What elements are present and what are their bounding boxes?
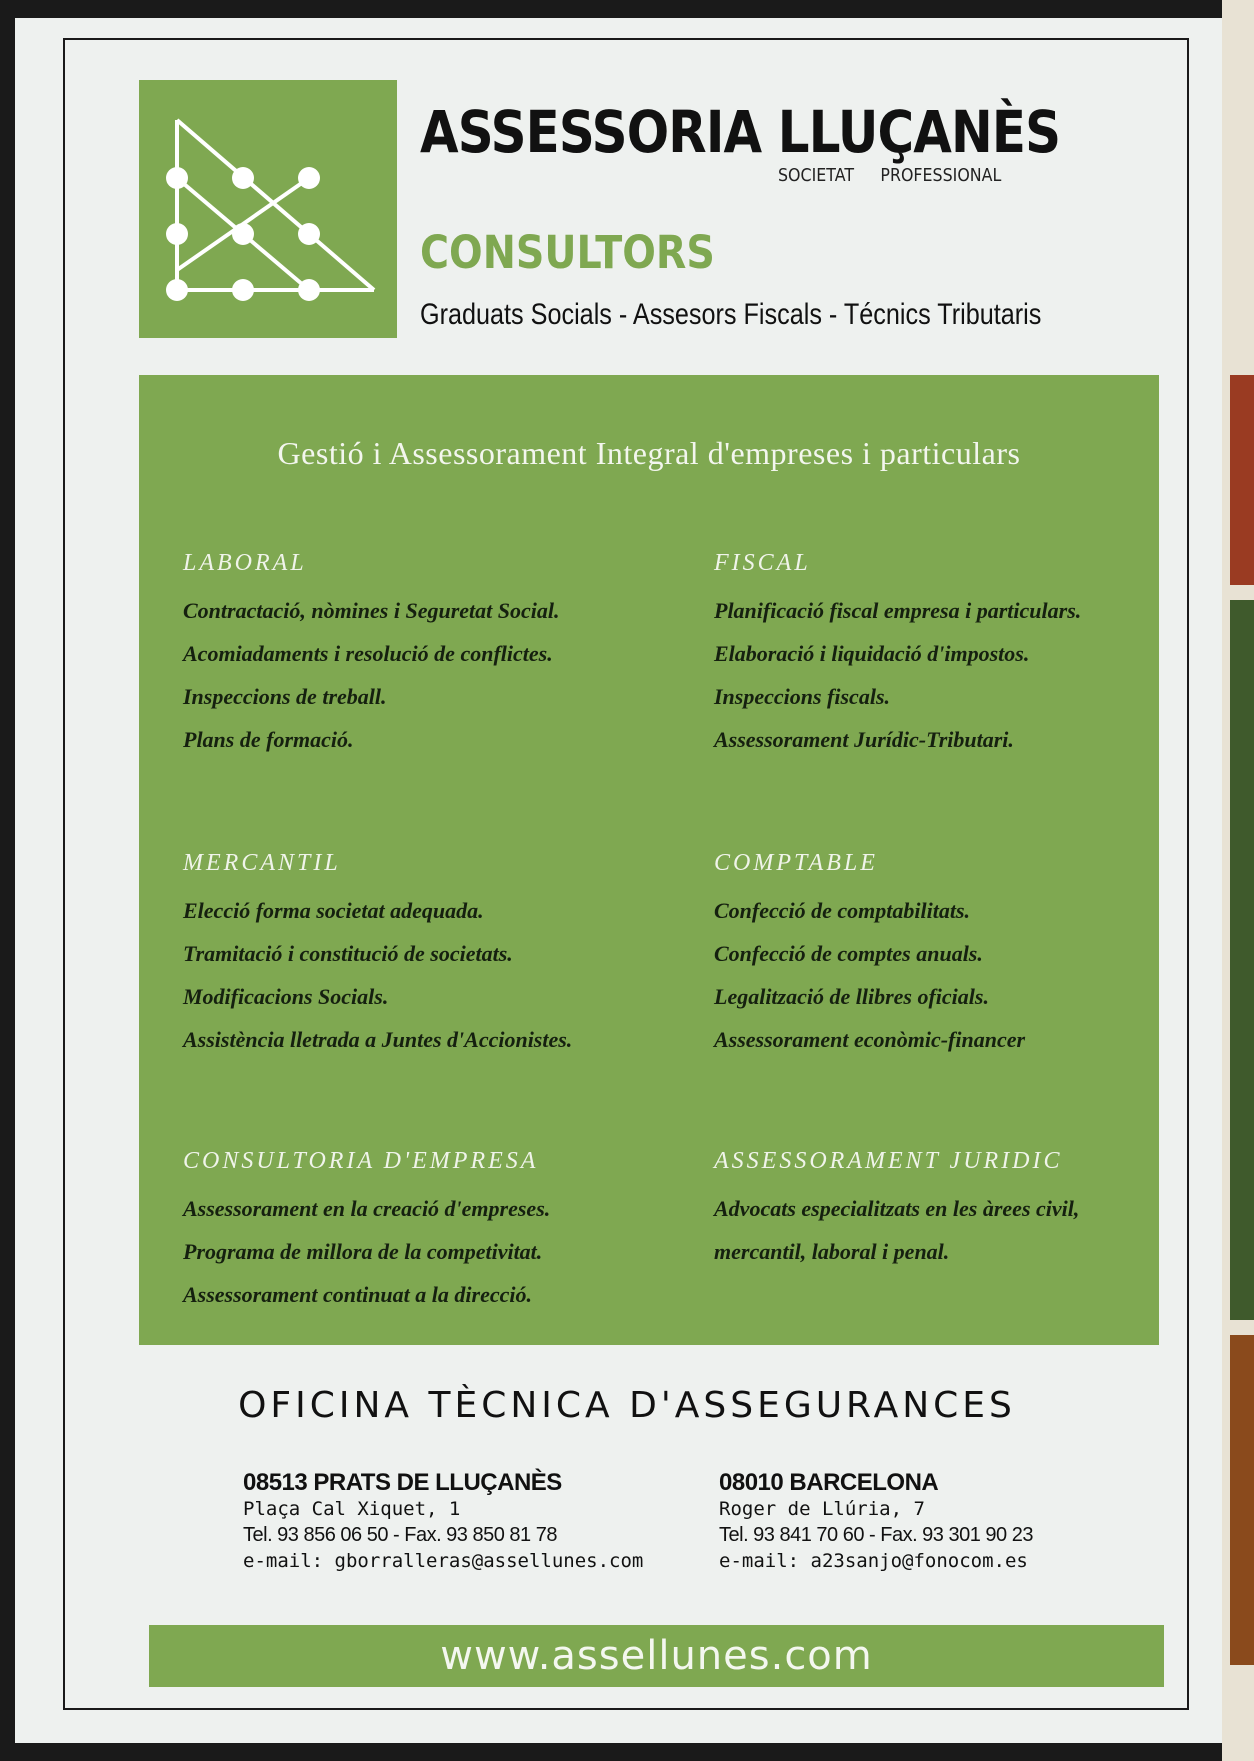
office-city: 08010 BARCELONA (719, 1469, 939, 1496)
section-item: Assessorament continuat a la direcció. (183, 1282, 532, 1307)
section-item: Contractació, nòmines i Seguretat Social. (183, 598, 560, 623)
section-juridic (714, 1148, 1079, 1273)
office-barcelona (719, 1470, 1033, 1574)
section-item: Inspeccions fiscals. (714, 684, 890, 709)
brand-subtitle (778, 165, 1028, 186)
section-mercantil (183, 850, 572, 1061)
adjacent-page-strip (1230, 375, 1254, 585)
brand-sub-professional: PROFESSIONAL (880, 165, 1002, 186)
section-consultoria (183, 1148, 550, 1316)
section-title: LABORAL (183, 550, 307, 576)
section-title: MERCANTIL (183, 850, 341, 876)
office-city: 08513 PRATS DE LLUÇANÈS (243, 1469, 562, 1496)
section-item: Assessorament Jurídic-Tributari. (714, 727, 1014, 752)
section-item: Confecció de comptes anuals. (714, 941, 983, 966)
section-laboral (183, 550, 559, 761)
services-panel (139, 375, 1159, 1345)
office-email[interactable]: e-mail: a23sanjo@fonocom.es (719, 1550, 1028, 1572)
panel-heading: Gestió i Assessorament Integral d'empreses i particulars (277, 435, 1021, 471)
brand-logo (139, 80, 397, 338)
section-item: Elecció forma societat adequada. (183, 898, 484, 923)
section-item: Assessorament econòmic-financer (714, 1027, 1026, 1052)
section-item: Planificació fiscal empresa i particulars. (714, 598, 1082, 623)
website-link[interactable]: www.assellunes.com (149, 1625, 1164, 1687)
section-item: Assistència lletrada a Juntes d'Accionistes. (183, 1027, 573, 1052)
office-address: Roger de Llúria, 7 (719, 1498, 925, 1520)
section-comptable (714, 850, 1025, 1061)
section-item: Programa de millora de la competivitat. (183, 1239, 543, 1264)
section-title: ASSESSORAMENT JURIDIC (714, 1148, 1063, 1174)
office-title: OFICINA TÈCNICA D'ASSEGURANCES (238, 1385, 1016, 1426)
brand-name: ASSESSORIA LLUÇANÈS (420, 98, 1061, 166)
brand-sub-societat: SOCIETAT (778, 165, 854, 186)
section-item: Acomiadaments i resolució de conflictes. (183, 641, 553, 666)
section-item: Advocats especialitzats en les àrees civil, (714, 1196, 1080, 1221)
section-item: Tramitació i constitució de societats. (183, 941, 513, 966)
adjacent-page-strip (1230, 600, 1254, 1320)
section-item: Assessorament en la creació d'empreses. (183, 1196, 551, 1221)
office-phone: Tel. 93 856 06 50 - Fax. 93 850 81 78 (243, 1524, 557, 1546)
nine-dots-logo-icon (139, 80, 397, 338)
section-title: FISCAL (714, 550, 811, 576)
office-phone: Tel. 93 841 70 60 - Fax. 93 301 90 23 (719, 1524, 1033, 1546)
section-item: Modificacions Socials. (183, 984, 389, 1009)
office-prats (243, 1470, 643, 1574)
consultors-heading: CONSULTORS (420, 226, 715, 279)
section-item: Plans de formació. (183, 727, 354, 752)
section-item: Inspeccions de treball. (183, 684, 387, 709)
professions-line: Graduats Socials - Assesors Fiscals - Técnics Tributaris (420, 298, 1042, 331)
section-fiscal (714, 550, 1081, 761)
adjacent-page-edge (1222, 0, 1254, 1761)
section-item: Legalització de llibres oficials. (714, 984, 989, 1009)
section-title: CONSULTORIA D'EMPRESA (183, 1148, 539, 1174)
office-address: Plaça Cal Xiquet, 1 (243, 1498, 461, 1520)
section-item: Confecció de comptabilitats. (714, 898, 971, 923)
office-email[interactable]: e-mail: gborralleras@assellunes.com (243, 1550, 644, 1572)
section-title: COMPTABLE (714, 850, 878, 876)
section-item: mercantil, laboral i penal. (714, 1239, 950, 1264)
section-item: Elaboració i liquidació d'impostos. (714, 641, 1030, 666)
